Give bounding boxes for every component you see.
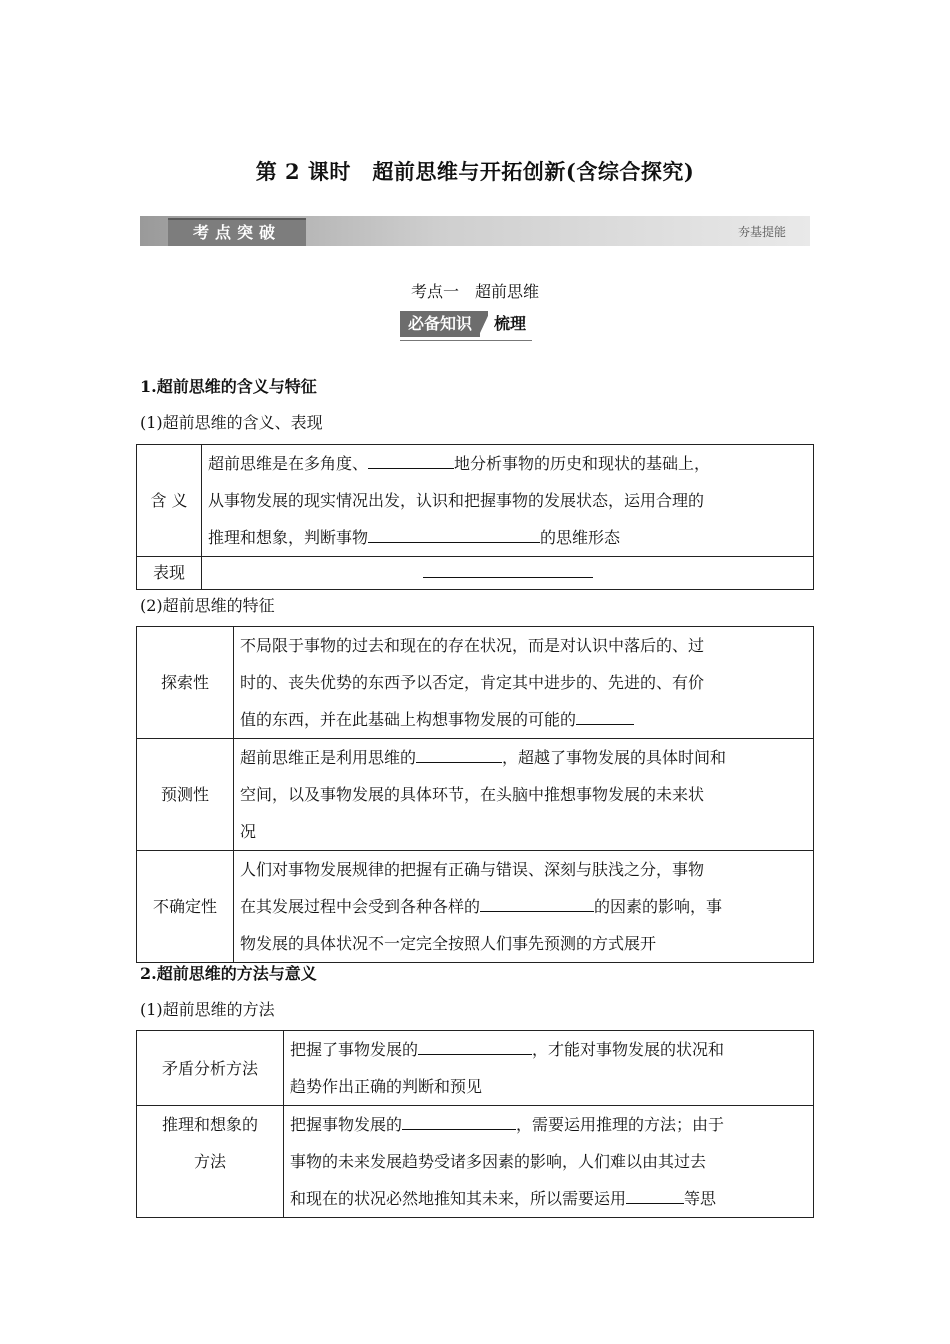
table1-cell-meaning: [202, 445, 814, 557]
t3-text: 把握了事物发展的: [290, 1040, 419, 1059]
t3-text: 和现在的状况必然地推知其未来，所以需要运用: [290, 1189, 627, 1208]
table1-label-expression: 表现: [137, 557, 202, 590]
t3-label-text: 方法: [193, 1152, 226, 1171]
table2-label-predict: 预测性: [137, 739, 234, 851]
table-definition: [136, 444, 814, 590]
t2-text: 超前思维正是利用思维的: [240, 748, 417, 767]
badge-light-text: 梳理: [494, 314, 527, 333]
t3-text: 等思: [684, 1189, 717, 1208]
banner-tab: 考点突破: [168, 218, 306, 246]
fill-blank: [423, 560, 593, 578]
t1-text: 的思维形态: [540, 528, 621, 547]
fill-blank: [402, 1112, 516, 1130]
section1-sub1: (1)超前思维的含义、表现: [140, 413, 323, 432]
section2-heading: 2.超前思维的方法与意义: [140, 964, 317, 983]
badge-slash: [480, 311, 488, 337]
t2-text: 况: [240, 822, 257, 841]
t2-text: 人们对事物发展规律的把握有正确与错误、深刻与肤浅之分，事物: [240, 860, 705, 879]
t3-text: ，才能对事物发展的状况和: [532, 1040, 725, 1059]
banner-right-label: 夯基提能: [737, 225, 786, 239]
t2-text: 物发展的具体状况不一定完全按照人们事先预测的方式展开: [240, 934, 657, 953]
knowledge-badge: [400, 311, 532, 341]
t3-text: 把握事物发展的: [290, 1115, 403, 1134]
t3-label-text: 推理和想象的: [161, 1115, 258, 1134]
t1-text: 超前思维是在多角度、: [208, 454, 369, 473]
t2-text: 空间，以及事物发展的具体环节，在头脑中推想事物发展的未来状: [240, 785, 705, 804]
fill-blank: [418, 1037, 532, 1055]
table3-cell-contradiction: [284, 1031, 814, 1106]
t1-text: 地分析事物的历史和现状的基础上，: [454, 454, 711, 473]
t3-text: ，需要运用推理的方法；由于: [516, 1115, 725, 1134]
section1-heading: 1.超前思维的含义与特征: [140, 377, 317, 396]
table3-label-contradiction: 矛盾分析方法: [137, 1031, 284, 1106]
lesson-title: 第 2 课时 超前思维与开拓创新(含综合探究): [255, 159, 695, 184]
t3-text: 趋势作出正确的判断和预见: [290, 1077, 483, 1096]
kaodian-title: 考点一 超前思维: [410, 282, 539, 301]
fill-blank: [416, 745, 502, 763]
t2-text: 值的东西，并在此基础上构想事物发展的可能的: [240, 710, 577, 729]
t2-text: 不局限于事物的过去和现在的存在状况，而是对认识中落后的、过: [240, 636, 705, 655]
t2-text: 在其发展过程中会受到各种各样的: [240, 897, 481, 916]
fill-blank: [576, 707, 634, 725]
badge-dark-text: 必备知识: [400, 311, 480, 337]
t1-text: 从事物发展的现实情况出发，认识和把握事物的发展状态，运用合理的: [208, 491, 705, 510]
table2-label-explore: 探索性: [137, 627, 234, 739]
t2-text: 时的、丧失优势的东西予以否定，肯定其中进步的、先进的、有价: [240, 673, 705, 692]
table2-cell-predict: [234, 739, 814, 851]
table2-cell-uncertain: [234, 851, 814, 963]
section1-sub2: (2)超前思维的特征: [140, 596, 275, 615]
table-features: [136, 626, 814, 963]
fill-blank: [626, 1186, 684, 1204]
table2-label-uncertain: 不确定性: [137, 851, 234, 963]
table3-cell-reasoning: [284, 1106, 814, 1218]
table2-cell-explore: [234, 627, 814, 739]
t1-text: 推理和想象，判断事物: [208, 528, 369, 547]
table1-cell-expression: [202, 557, 814, 590]
t2-text: ，超越了事物发展的具体时间和: [502, 748, 727, 767]
t3-text: 事物的未来发展趋势受诸多因素的影响，人们难以由其过去: [290, 1152, 707, 1171]
t2-text: 的因素的影响，事: [594, 897, 723, 916]
section2-sub1: (1)超前思维的方法: [140, 1000, 275, 1019]
table3-label-reasoning: [137, 1106, 284, 1218]
fill-blank: [480, 894, 594, 912]
table1-label-meaning: 含 义: [137, 445, 202, 557]
table-methods: [136, 1030, 814, 1218]
fill-blank: [368, 525, 540, 543]
section-banner: [140, 216, 810, 246]
fill-blank: [368, 451, 454, 469]
